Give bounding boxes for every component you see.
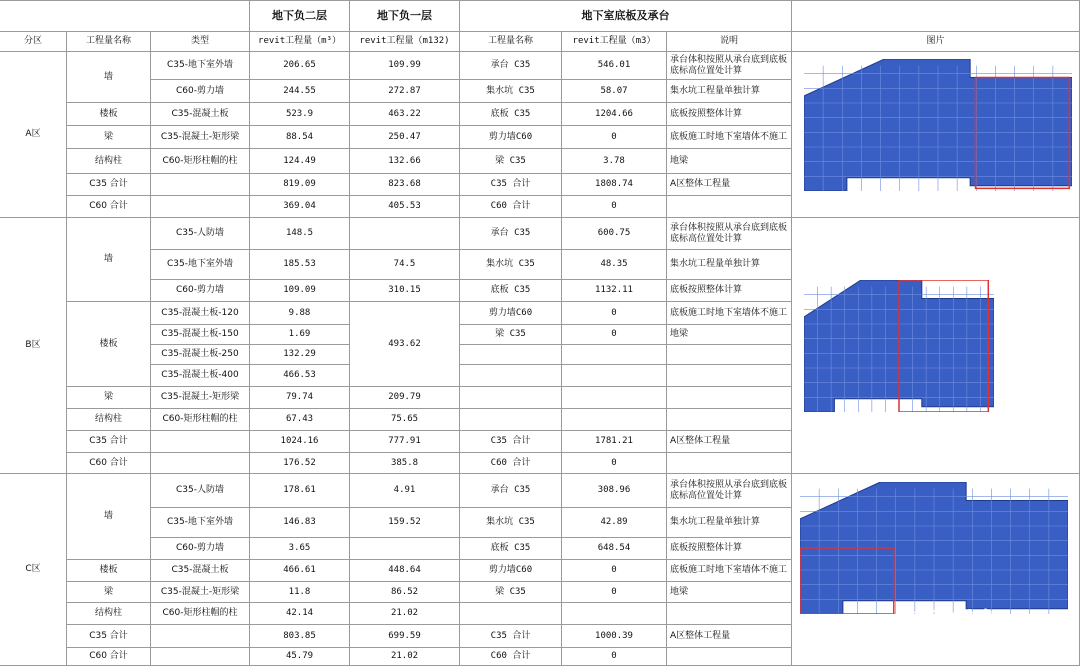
row-note: [667, 648, 792, 666]
column-header-7: 说明: [667, 32, 792, 52]
row-b2-value: 45.79: [250, 648, 350, 666]
row-base-value: 0: [562, 560, 667, 582]
row-base-value: 0: [562, 196, 667, 218]
column-header-2: 类型: [151, 32, 250, 52]
row-b2-value: 369.04: [250, 196, 350, 218]
zone-name-A: A区: [0, 52, 67, 218]
row-type: [151, 625, 250, 648]
row-base-value: 0: [562, 453, 667, 474]
row-base-value: [562, 603, 667, 625]
row-base-value: 648.54: [562, 538, 667, 560]
category-label: 墙: [67, 52, 151, 103]
row-base-value: 0: [562, 126, 667, 149]
watermark-source: 搜狐号@艾三维技术: [862, 634, 1024, 655]
row-b2-value: 88.54: [250, 126, 350, 149]
category-label: 结构柱: [67, 149, 151, 174]
column-header-1: 工程量名称: [67, 32, 151, 52]
row-type: C35-混凝土-矩形梁: [151, 582, 250, 603]
row-b2-value: 132.29: [250, 345, 350, 365]
header-b2: 地下负二层: [250, 0, 350, 32]
row-type: C35-地下室外墙: [151, 250, 250, 280]
column-header-6: revit工程量（m3）: [562, 32, 667, 52]
row-b1-value: 272.87: [350, 80, 460, 103]
row-type: C35-人防墙: [151, 474, 250, 508]
row-base-name: C35 合计: [460, 431, 562, 453]
category-label: 墙: [67, 218, 151, 302]
row-base-name: 剪力墙C60: [460, 302, 562, 325]
row-note: 集水坑工程量单独计算: [667, 250, 792, 280]
row-b2-value: 466.53: [250, 365, 350, 387]
row-b2-value: 1024.16: [250, 431, 350, 453]
row-b2-value: 176.52: [250, 453, 350, 474]
row-base-value: 0: [562, 325, 667, 345]
row-base-name: 梁 C35: [460, 325, 562, 345]
row-note: 底板按照整体计算: [667, 280, 792, 302]
row-base-name: 承台 C35: [460, 474, 562, 508]
row-base-name: 承台 C35: [460, 52, 562, 80]
row-b2-value: 9.88: [250, 302, 350, 325]
row-base-value: 546.01: [562, 52, 667, 80]
row-b1-value: 109.99: [350, 52, 460, 80]
row-b1-value: 385.8: [350, 453, 460, 474]
header-b1: 地下负一层: [350, 0, 460, 32]
row-base-name: 剪力墙C60: [460, 560, 562, 582]
row-b1-value: 132.66: [350, 149, 460, 174]
row-b1-value: 21.02: [350, 648, 460, 666]
row-base-name: C60 合计: [460, 453, 562, 474]
row-base-name: 底板 C35: [460, 538, 562, 560]
row-type: C60-剪力墙: [151, 80, 250, 103]
row-type: C35-混凝土板-250: [151, 345, 250, 365]
header-base: 地下室底板及承台: [460, 0, 792, 32]
category-label: 楼板: [67, 103, 151, 126]
row-base-value: 1132.11: [562, 280, 667, 302]
row-b2-value: 466.61: [250, 560, 350, 582]
row-note: 地梁: [667, 325, 792, 345]
row-type: C35-混凝土-矩形梁: [151, 387, 250, 409]
row-base-name: [460, 345, 562, 365]
row-note: 底板按照整体计算: [667, 103, 792, 126]
row-b2-value: 244.55: [250, 80, 350, 103]
row-base-name: [460, 365, 562, 387]
row-type: C35-混凝土板: [151, 103, 250, 126]
row-b1-value: 777.91: [350, 431, 460, 453]
row-note: [667, 365, 792, 387]
row-base-value: 0: [562, 648, 667, 666]
row-base-value: 1000.39: [562, 625, 667, 648]
category-label: 楼板: [67, 302, 151, 387]
row-note: A区整体工程量: [667, 431, 792, 453]
row-base-value: [562, 387, 667, 409]
row-type: C35-混凝土板-400: [151, 365, 250, 387]
row-type: C60-剪力墙: [151, 538, 250, 560]
row-base-name: 梁 C35: [460, 149, 562, 174]
row-b2-value: 206.65: [250, 52, 350, 80]
row-base-name: [460, 409, 562, 431]
row-type: C60-矩形柱帽的柱: [151, 603, 250, 625]
row-type: [151, 453, 250, 474]
row-note: 底板按照整体计算: [667, 538, 792, 560]
row-b1-value: 75.65: [350, 409, 460, 431]
category-label: 结构柱: [67, 603, 151, 625]
row-note: [667, 345, 792, 365]
row-b1-value: 448.64: [350, 560, 460, 582]
floor-plan-A: [804, 59, 1072, 191]
row-type: C35-混凝土板-120: [151, 302, 250, 325]
category-label: 梁: [67, 387, 151, 409]
row-note: [667, 387, 792, 409]
category-label: C35 合计: [67, 174, 151, 196]
header-blank: [0, 0, 250, 32]
row-note: A区整体工程量: [667, 625, 792, 648]
row-base-value: [562, 365, 667, 387]
row-type: [151, 648, 250, 666]
row-b1-value: 310.15: [350, 280, 460, 302]
row-note: 承台体积按照从承台底到底板底标高位置处计算: [667, 218, 792, 250]
row-note: 承台体积按照从承台底到底板底标高位置处计算: [667, 474, 792, 508]
category-label: 梁: [67, 582, 151, 603]
header-image-blank: [792, 0, 1080, 32]
row-b1-value: [350, 538, 460, 560]
row-b2-value: 523.9: [250, 103, 350, 126]
row-b1-value: 405.53: [350, 196, 460, 218]
row-b2-value: 178.61: [250, 474, 350, 508]
row-base-value: 58.07: [562, 80, 667, 103]
row-base-name: 底板 C35: [460, 103, 562, 126]
zone-name-C: C区: [0, 474, 67, 666]
row-b1-value: 699.59: [350, 625, 460, 648]
row-b1-value: [350, 218, 460, 250]
row-type: [151, 196, 250, 218]
row-base-name: 承台 C35: [460, 218, 562, 250]
row-base-name: C60 合计: [460, 196, 562, 218]
row-type: C35-地下室外墙: [151, 508, 250, 538]
row-base-name: C35 合计: [460, 625, 562, 648]
row-type: [151, 431, 250, 453]
row-base-name: C35 合计: [460, 174, 562, 196]
row-base-name: C60 合计: [460, 648, 562, 666]
row-b2-value: 11.8: [250, 582, 350, 603]
row-b2-value: 148.5: [250, 218, 350, 250]
row-type: C60-矩形柱帽的柱: [151, 409, 250, 431]
row-base-value: 1808.74: [562, 174, 667, 196]
row-base-name: [460, 387, 562, 409]
row-b1-value: 250.47: [350, 126, 460, 149]
row-note: [667, 603, 792, 625]
row-base-name: 剪力墙C60: [460, 126, 562, 149]
row-base-name: 集水坑 C35: [460, 80, 562, 103]
row-type: C35-混凝土板: [151, 560, 250, 582]
row-b2-value: 819.09: [250, 174, 350, 196]
row-type: C35-地下室外墙: [151, 52, 250, 80]
row-b2-value: 3.65: [250, 538, 350, 560]
category-label: C60 合计: [67, 648, 151, 666]
row-base-name: 集水坑 C35: [460, 250, 562, 280]
row-b2-value: 42.14: [250, 603, 350, 625]
column-header-8: 图片: [792, 32, 1080, 52]
row-base-name: 底板 C35: [460, 280, 562, 302]
row-base-value: 1204.66: [562, 103, 667, 126]
row-b2-value: 803.85: [250, 625, 350, 648]
row-b2-value: 79.74: [250, 387, 350, 409]
row-note: [667, 453, 792, 474]
category-label: C35 合计: [67, 625, 151, 648]
watermark-brand: 艾三维技术: [900, 608, 996, 630]
category-label: 结构柱: [67, 409, 151, 431]
category-label: 墙: [67, 474, 151, 560]
row-b2-value: 185.53: [250, 250, 350, 280]
row-base-value: 1781.21: [562, 431, 667, 453]
row-b1-value: 86.52: [350, 582, 460, 603]
row-b1-value-merged: 493.62: [350, 302, 460, 387]
row-note: 集水坑工程量单独计算: [667, 508, 792, 538]
row-b2-value: 1.69: [250, 325, 350, 345]
category-label: 楼板: [67, 560, 151, 582]
row-type: C60-矩形柱帽的柱: [151, 149, 250, 174]
column-header-5: 工程量名称: [460, 32, 562, 52]
row-note: A区整体工程量: [667, 174, 792, 196]
row-b1-value: 159.52: [350, 508, 460, 538]
row-type: C35-人防墙: [151, 218, 250, 250]
row-b1-value: 74.5: [350, 250, 460, 280]
category-label: C60 合计: [67, 196, 151, 218]
row-note: 底板施工时地下室墙体不施工: [667, 126, 792, 149]
row-base-value: 0: [562, 582, 667, 603]
row-base-name: [460, 603, 562, 625]
row-b2-value: 124.49: [250, 149, 350, 174]
row-note: 底板施工时地下室墙体不施工: [667, 560, 792, 582]
row-b1-value: 463.22: [350, 103, 460, 126]
row-base-value: [562, 345, 667, 365]
row-type: [151, 174, 250, 196]
row-base-name: 梁 C35: [460, 582, 562, 603]
row-type: C35-混凝土板-150: [151, 325, 250, 345]
row-b2-value: 67.43: [250, 409, 350, 431]
column-header-0: 分区: [0, 32, 67, 52]
row-type: C60-剪力墙: [151, 280, 250, 302]
row-base-value: 42.89: [562, 508, 667, 538]
floor-plan-B: [804, 280, 994, 412]
category-label: 梁: [67, 126, 151, 149]
zone-name-B: B区: [0, 218, 67, 474]
row-b1-value: 21.02: [350, 603, 460, 625]
floor-plan-C: [800, 482, 1068, 614]
row-note: 地梁: [667, 149, 792, 174]
row-note: [667, 409, 792, 431]
row-type: C35-混凝土-矩形梁: [151, 126, 250, 149]
row-b1-value: 209.79: [350, 387, 460, 409]
row-b2-value: 109.09: [250, 280, 350, 302]
row-note: 底板施工时地下室墙体不施工: [667, 302, 792, 325]
row-note: 集水坑工程量单独计算: [667, 80, 792, 103]
category-label: C35 合计: [67, 431, 151, 453]
row-base-name: 集水坑 C35: [460, 508, 562, 538]
row-b1-value: 4.91: [350, 474, 460, 508]
row-base-value: 0: [562, 302, 667, 325]
row-base-value: [562, 409, 667, 431]
row-base-value: 3.78: [562, 149, 667, 174]
row-base-value: 308.96: [562, 474, 667, 508]
row-note: 地梁: [667, 582, 792, 603]
column-header-4: revit工程量（m132): [350, 32, 460, 52]
row-note: [667, 196, 792, 218]
row-note: 承台体积按照从承台底到底板底标高位置处计算: [667, 52, 792, 80]
row-base-value: 600.75: [562, 218, 667, 250]
column-header-3: revit工程量（m³）: [250, 32, 350, 52]
category-label: C60 合计: [67, 453, 151, 474]
row-b2-value: 146.83: [250, 508, 350, 538]
row-b1-value: 823.68: [350, 174, 460, 196]
row-base-value: 48.35: [562, 250, 667, 280]
